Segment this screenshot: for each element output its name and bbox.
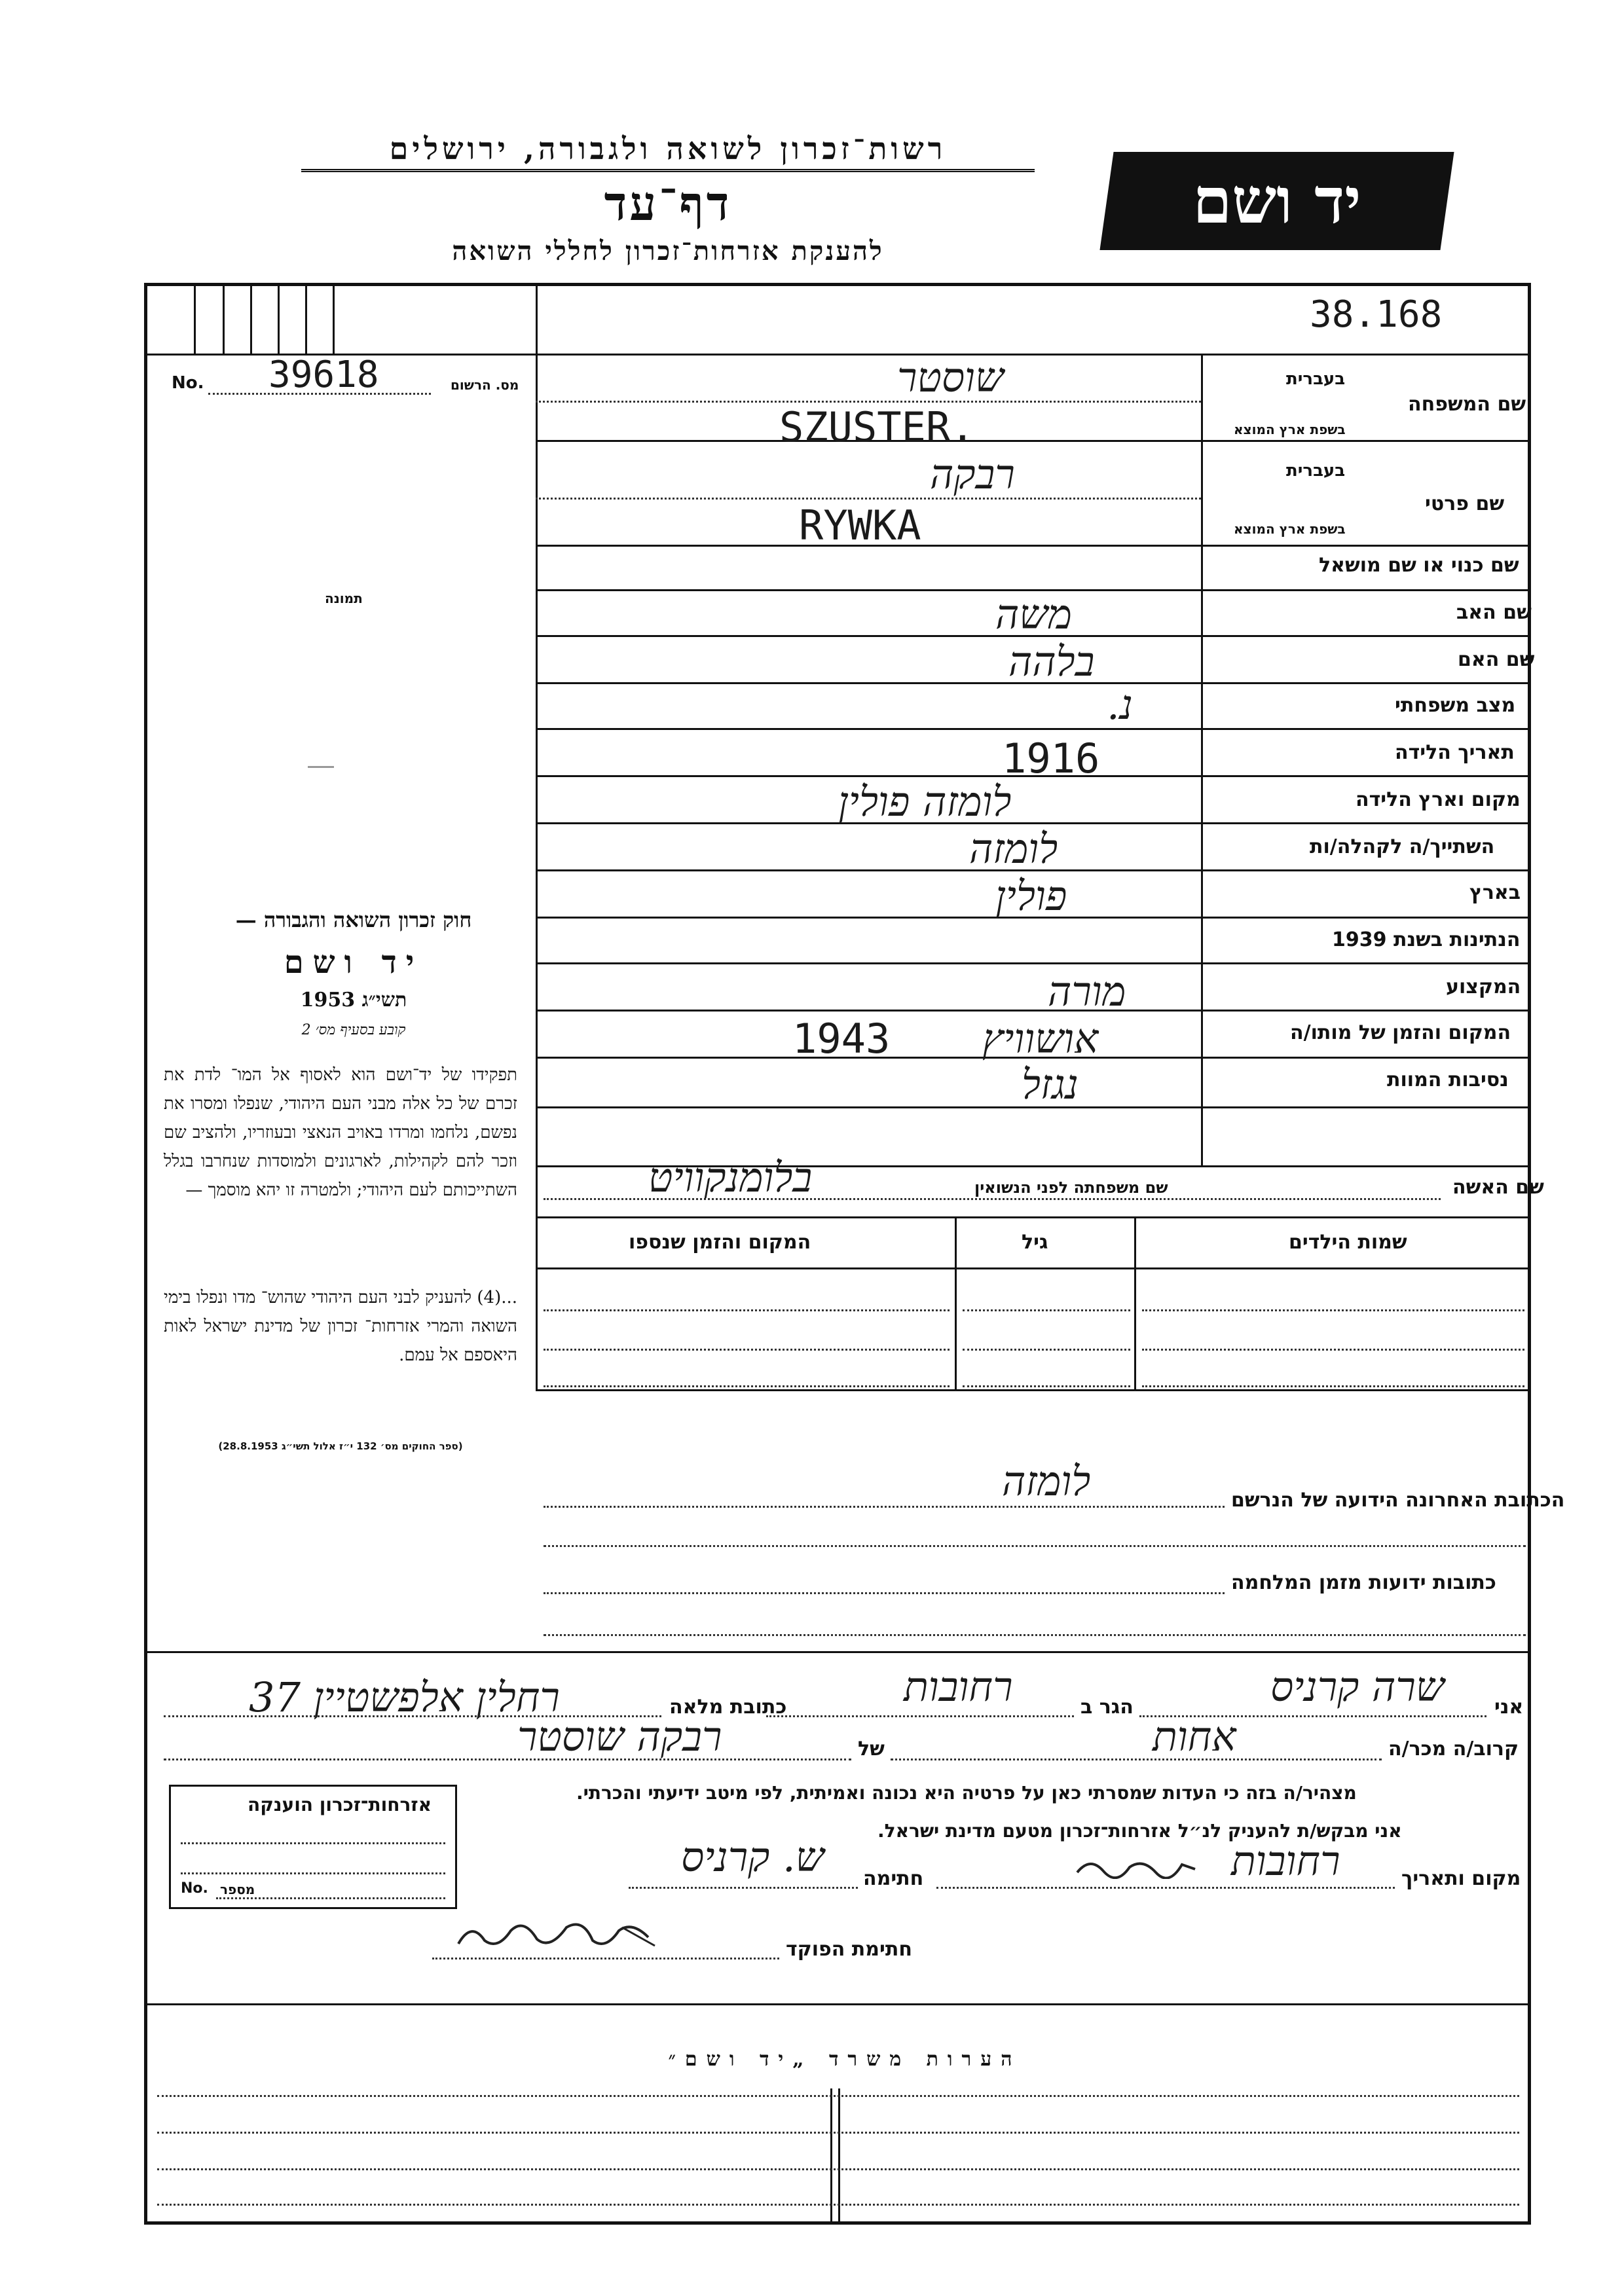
- law-paragraph-1: תפקידו של יד־ושם הוא לאסוף אל המו־ לדת את זכרם של כל אלה מבני העם היהודי, שנפלו ומסרו את נפשם, נלחמו ומרדו באויב הנאצי ובעוזריו, ולהציב שם וזכר להם לקהילות, לארגונים ולמוסדות שנחרבו בגלל השתייכותם לעם היהודי; ולמטרה זו יהא מוסמך —: [164, 1065, 517, 1200]
- death-year-value[interactable]: 1943: [792, 1015, 891, 1063]
- wife-label: שם האשה: [1452, 1176, 1544, 1199]
- law-name: יד ושם: [284, 944, 424, 981]
- law-title: חוק זכרון השואה והגבורה —: [235, 907, 472, 932]
- signature-label: חתימה: [863, 1867, 924, 1890]
- authority-title: רשות־זכרון לשואה ולגבורה, ירושלים: [301, 131, 1035, 172]
- nickname-label: שם כנוי או שם מושאל: [1319, 554, 1519, 577]
- notes-title: הערות משרד „יד ושם״: [668, 2048, 1022, 2071]
- date-scribble: [1074, 1853, 1198, 1879]
- war-address-label: כתובות ידועות מזמן המלחמה: [1231, 1571, 1496, 1594]
- witness-relation-label: קרוב/ה מכר/ה: [1388, 1738, 1519, 1760]
- registration-label: מס. הרשום: [451, 377, 519, 393]
- father-label: שם האב: [1456, 601, 1532, 624]
- citizenship-box-no-label: No.: [181, 1880, 208, 1897]
- birthplace-label: מקום וארץ הלידה: [1356, 788, 1521, 811]
- circumstances-label: נסיבות המוות: [1387, 1068, 1509, 1091]
- marital-label: מצב משפחתי: [1395, 694, 1516, 717]
- witness-full-address-label: כתובת מלאה: [669, 1696, 787, 1719]
- father-value[interactable]: משה: [995, 591, 1072, 638]
- firstname-hebrew-value[interactable]: רבקה: [930, 450, 1015, 498]
- surname-hebrew-value[interactable]: שוסטר: [897, 354, 1004, 401]
- firstname-label: שם פרטי: [1425, 492, 1505, 515]
- mother-label: שם האם: [1458, 648, 1535, 671]
- death-label: המקום והזמן של מותו/ה: [1290, 1021, 1511, 1044]
- surname-native-label: בשפת ארץ המוצא: [1234, 422, 1346, 437]
- mother-value[interactable]: בלהה: [1008, 638, 1095, 685]
- place-date-label: מקום ותאריך: [1401, 1867, 1521, 1890]
- surname-hebrew-label: בעברית: [1286, 369, 1346, 389]
- community-value[interactable]: לומזה: [969, 825, 1058, 873]
- witness-i-label: אני: [1494, 1696, 1524, 1719]
- marital-value[interactable]: נ.: [1107, 681, 1133, 729]
- birthdate-value[interactable]: 1916: [1002, 735, 1100, 782]
- last-address-value[interactable]: לומזה: [1002, 1457, 1091, 1505]
- country-label: בארץ: [1469, 881, 1521, 904]
- profession-label: המקצוע: [1446, 975, 1521, 998]
- witness-of-name[interactable]: רבקה שוסטר: [517, 1713, 722, 1760]
- witness-lives-label: הגר ב: [1080, 1696, 1134, 1719]
- registration-number: 39618: [268, 354, 379, 396]
- witness-declaration: מצהיר/ה בזה כי העדות שמסרתי כאן על פרטיה היא נכונה ואמיתית, לפי מיטב ידיעתי והכרתי.: [576, 1782, 1357, 1804]
- witness-name[interactable]: שרה קרניס: [1270, 1663, 1445, 1711]
- children-place-header: המקום והזמן שנספו: [629, 1231, 811, 1254]
- profession-value[interactable]: מורה: [1048, 968, 1126, 1015]
- surname-label: שם המשפחה: [1408, 393, 1526, 416]
- file-number: 38.168: [1310, 293, 1443, 336]
- firstname-hebrew-label: בעברית: [1286, 461, 1346, 481]
- law-year: תשי״ג 1953: [300, 989, 407, 1011]
- officer-signature-label: חתימת הפוקד: [786, 1938, 912, 1961]
- registration-no-label: No.: [172, 373, 204, 393]
- community-label: השתייך/ה לקהלה/ות: [1310, 835, 1495, 858]
- children-age-header: גיל: [1022, 1231, 1048, 1254]
- witness-of-label: של: [858, 1738, 885, 1760]
- children-names-header: שמות הילדים: [1289, 1231, 1407, 1254]
- law-clause: קובע בסעיף מס׳ 2: [301, 1022, 406, 1038]
- form-title: דף־עד: [604, 175, 732, 231]
- surname-native-value[interactable]: SZUSTER.: [779, 403, 975, 451]
- officer-signature: [452, 1914, 661, 1954]
- death-place-value[interactable]: אושוויץ: [982, 1015, 1099, 1063]
- witness-signature[interactable]: ש. קרניס: [681, 1833, 824, 1881]
- witness-request: אני מבקש/ת להעניק לנ״ל אזרחות־זכרון מטעם מדינת ישראל.: [877, 1820, 1402, 1842]
- logo-text: יד ושם: [1192, 164, 1361, 238]
- birthdate-label: תאריך הלידה: [1395, 741, 1515, 764]
- citizenship-box-title: אזרחות־זכרון הוענקה: [248, 1794, 432, 1815]
- circumstances-value[interactable]: נגזל: [1022, 1061, 1079, 1108]
- citizenship-box-number-label: מספר: [220, 1882, 255, 1897]
- wife-maiden-value[interactable]: בלומנקוויט: [648, 1154, 813, 1201]
- law-source: (ספר החוקים מס׳ 132 י״ז אלול תשי״ג 28.8.1953): [218, 1440, 463, 1452]
- firstname-native-value[interactable]: RYWKA: [799, 501, 921, 549]
- witness-full-address[interactable]: רחלין אלפשטיין 37: [249, 1673, 560, 1721]
- yad-vashem-logo: [1099, 152, 1454, 250]
- wife-maiden-label: שם משפחתה לפני הנשואין: [974, 1178, 1168, 1197]
- law-paragraph-2: ...(4) להעניק לבני העם היהודי שהוש־ מדו ונפלו בימי השואה והמרי אזרחות־ זכרון של מדינת ישראל לאות היאספם אל עמם.: [164, 1288, 517, 1365]
- witness-city[interactable]: רחובות: [904, 1663, 1013, 1711]
- photo-label: תמונה: [325, 591, 363, 606]
- place-date-value[interactable]: רחובות: [1231, 1837, 1340, 1885]
- firstname-native-label: בשפת ארץ המוצא: [1234, 521, 1346, 537]
- witness-relation[interactable]: אחות: [1153, 1713, 1236, 1760]
- last-address-label: הכתובת האחרונה הידועה של הנרשם: [1231, 1489, 1565, 1512]
- form-subtitle: להענקת אזרחות־זכרון לחללי השואה: [452, 236, 884, 266]
- birthplace-value[interactable]: לומזה פולין: [838, 778, 1012, 826]
- country-value[interactable]: פולין: [995, 872, 1067, 920]
- citizenship-label: הנתינות בשנת 1939: [1332, 928, 1521, 951]
